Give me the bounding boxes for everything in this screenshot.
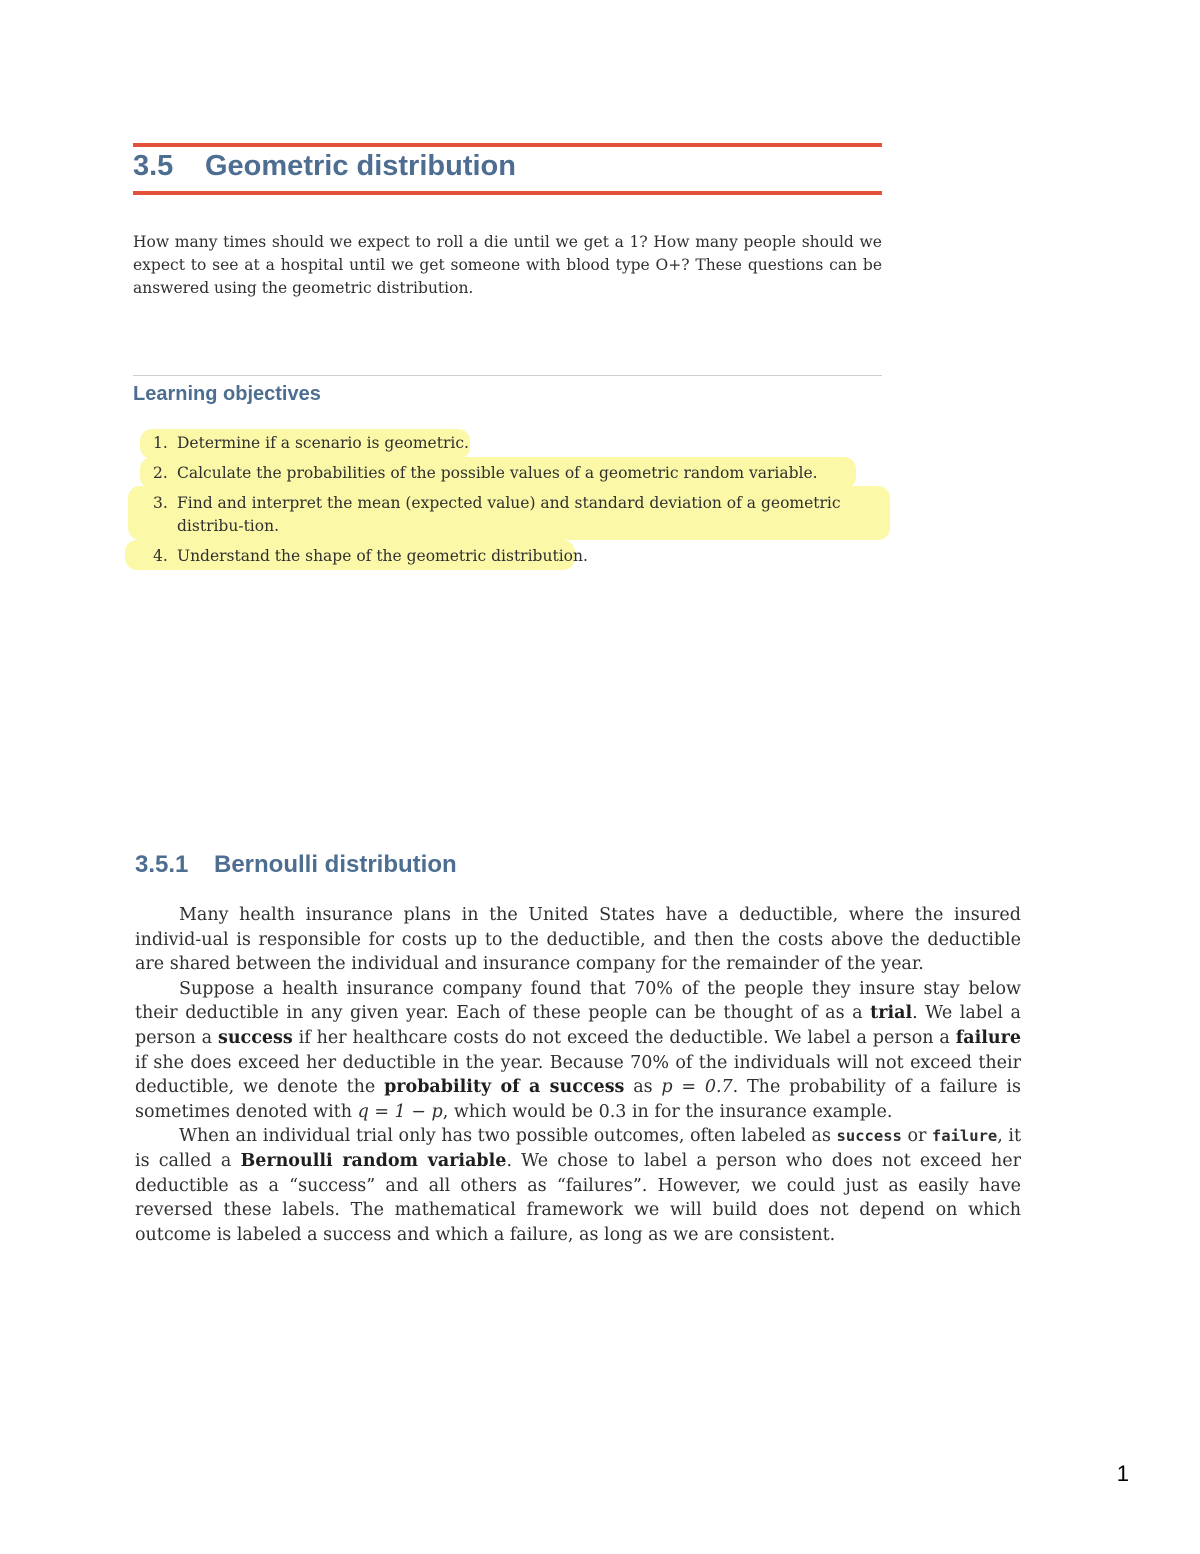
text-run: . We chose to label a person who does not exceed her deductible as a “success” and all others as “failures”. However, we could just as easily have reversed these labels. The mathematical framework we will build does not depend on which outcome is labeled a success and which a failure, as long as we are consistent.: [135, 1150, 1021, 1245]
code-success: success: [836, 1127, 902, 1146]
intro-paragraph: How many times should we expect to roll a die until we get a 1? How many people should we expect to see at a hospital until we get someone with blood type O+? These questions can be answered using the geometric distribution.: [133, 233, 882, 297]
list-number: 2.: [153, 464, 168, 482]
term-bernoulli-random-variable: Bernoulli random variable: [240, 1150, 507, 1171]
text-run: as: [624, 1077, 662, 1098]
code-failure: failure: [931, 1127, 998, 1146]
text-run: Suppose a health insurance company found that 70% of the people they insure stay below their deductible in any given year. Each of these people can be thought of as a: [135, 978, 1021, 1024]
body-text: [135, 903, 1021, 1247]
subsection-number: 3.5.1: [135, 851, 189, 878]
list-item: [153, 432, 883, 455]
text-run: . The probability of a failure is sometimes denoted with: [135, 1077, 1021, 1122]
list-item-text: Calculate the probabilities of the possible values of a geometric random variable.: [177, 464, 818, 482]
list-item-text: Determine if a scenario is geometric.: [177, 434, 469, 452]
section-title: [133, 150, 516, 183]
text-run: When an individual trial only has two possible outcomes, often labeled as: [179, 1126, 837, 1147]
term-probability-of-success: probability of a success: [384, 1077, 625, 1098]
subsection-title-text: Bernoulli distribution: [214, 851, 457, 878]
paragraph: [135, 977, 1021, 1125]
learning-objectives-list: [153, 432, 883, 575]
subsection-title: [135, 851, 457, 879]
text-run: if her healthcare costs do not exceed the deductible. We label a person a: [292, 1027, 956, 1048]
equation-q: q = 1 − p: [357, 1101, 443, 1122]
list-item-text: Find and interpret the mean (expected value) and standard deviation of a geometric distribu-tion.: [177, 494, 841, 535]
section-top-rule: [133, 143, 882, 147]
text-run: or: [901, 1126, 932, 1147]
section-title-text: Geometric distribution: [205, 150, 516, 182]
text-run: if she does exceed her deductible in the year. Because 70% of the individuals will not exceed their deductible, we denote the: [135, 1052, 1021, 1098]
list-number: 3.: [153, 494, 168, 512]
list-number: 4.: [153, 547, 168, 565]
paragraph: Many health insurance plans in the United States have a deductible, where the insured individ-ual is responsible for costs up to the deductible, and then the costs above the deductible are shared between the individual and insurance company for the remainder of the year.: [135, 905, 1021, 975]
paragraph: [135, 1124, 1021, 1247]
list-item: [153, 462, 883, 485]
equation-p: p = 0.7: [661, 1077, 733, 1098]
divider: [133, 375, 882, 376]
list-number: 1.: [153, 434, 168, 452]
term-success: success: [217, 1027, 293, 1048]
term-failure: failure: [955, 1027, 1022, 1048]
text-run: . We label a person a: [135, 1003, 1021, 1048]
text-run: , it is called a: [135, 1126, 1022, 1171]
text-run: , which would be 0.3 in for the insurance example.: [442, 1101, 893, 1122]
learning-objectives-heading: Learning objectives: [133, 383, 321, 405]
list-item: [153, 545, 883, 568]
page-number: 1: [1116, 1461, 1129, 1486]
list-item: [153, 492, 883, 538]
term-trial: trial: [870, 1003, 913, 1024]
list-item-text: Understand the shape of the geometric distribution.: [177, 547, 588, 565]
section-number: 3.5: [133, 150, 174, 182]
section-bottom-rule: [133, 191, 882, 195]
